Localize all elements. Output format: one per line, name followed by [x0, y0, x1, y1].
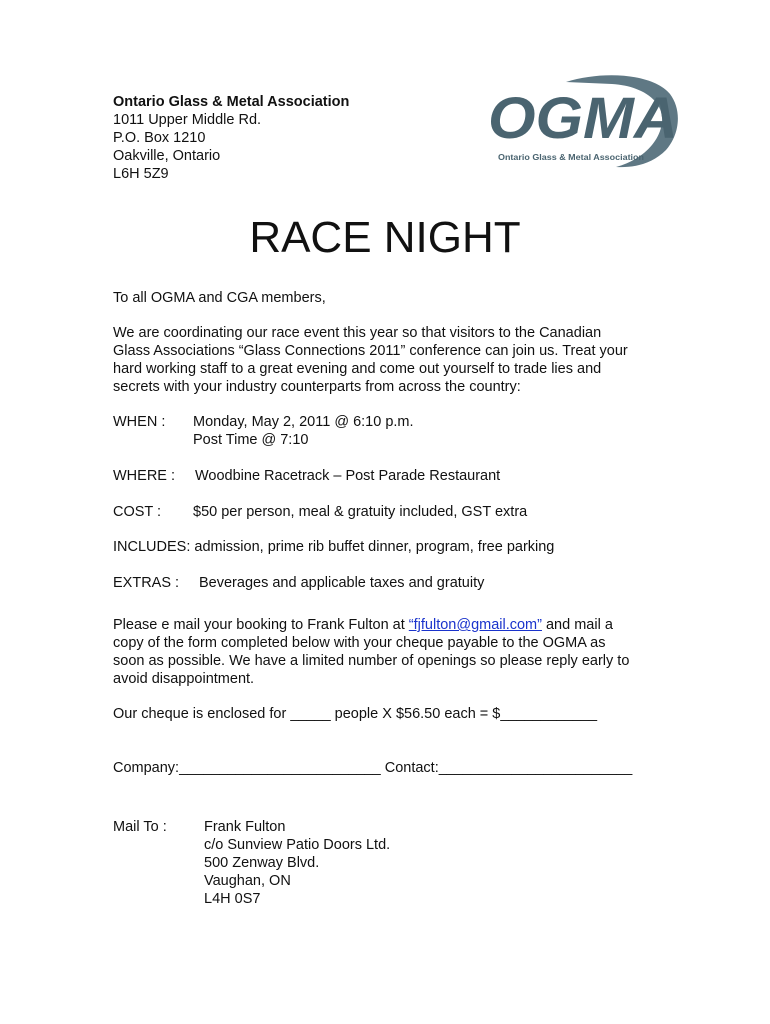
mail-to-line: 500 Zenway Blvd.: [204, 855, 320, 871]
where-label: WHERE :: [113, 468, 176, 484]
org-name: Ontario Glass & Metal Association: [113, 94, 350, 110]
address-line-street: 1011 Upper Middle Rd.: [113, 112, 262, 128]
intro-line: We are coordinating our race event this year so that visitors to the Canadian: [113, 325, 602, 341]
extras-label: EXTRAS :: [113, 575, 180, 591]
when-label: WHEN :: [113, 414, 166, 430]
intro-line: secrets with your industry counterparts from across the country:: [113, 379, 521, 395]
mail-to-line: Vaughan, ON: [204, 873, 291, 889]
extras-value: Beverages and applicable taxes and gratuity: [199, 575, 485, 591]
post-time-value: Post Time @ 7:10: [193, 432, 309, 448]
logo-tagline: Ontario Glass & Metal Association: [498, 152, 644, 162]
greeting: To all OGMA and CGA members,: [113, 290, 326, 306]
address-line-postal: L6H 5Z9: [113, 166, 169, 182]
cheque-line: Our cheque is enclosed for _____ people X $56.50 each = $____________: [113, 706, 598, 722]
ogma-logo: [484, 72, 684, 172]
booking-line-1: Please e mail your booking to Frank Fulton at “fjfulton@gmail.com” and mail a: [113, 617, 613, 633]
booking-line: copy of the form completed below with your cheque payable to the OGMA as: [113, 635, 606, 651]
intro-line: Glass Associations “Glass Connections 2011” conference can join us. Treat your: [113, 343, 628, 359]
logo-wordmark: OGMA: [488, 86, 678, 151]
where-value: Woodbine Racetrack – Post Parade Restaurant: [195, 468, 501, 484]
intro-paragraph: [113, 324, 628, 396]
when-value: Monday, May 2, 2011 @ 6:10 p.m.: [193, 414, 414, 430]
mail-to-line: L4H 0S7: [204, 891, 261, 907]
includes-line: INCLUDES: admission, prime rib buffet dinner, program, free parking: [113, 539, 555, 555]
address-line-city: Oakville, Ontario: [113, 148, 221, 164]
mail-to-line: Frank Fulton: [204, 819, 286, 835]
company-contact-line: Company:_________________________ Contact:________________________: [113, 760, 633, 776]
booking-line: soon as possible. We have a limited number of openings so please reply early to: [113, 653, 630, 669]
mail-to-address: [204, 818, 390, 908]
page-title: RACE NIGHT: [249, 213, 521, 262]
cost-label: COST :: [113, 504, 162, 520]
address-line-po-box: P.O. Box 1210: [113, 130, 206, 146]
email-link[interactable]: “fjfulton@gmail.com”: [408, 617, 542, 633]
booking-line: avoid disappointment.: [113, 671, 255, 687]
booking-paragraph: [113, 616, 629, 688]
mail-to-label: Mail To :: [113, 819, 167, 835]
mail-to-line: c/o Sunview Patio Doors Ltd.: [204, 837, 391, 853]
cost-value: $50 per person, meal & gratuity included, GST extra: [193, 504, 528, 520]
intro-line: hard working staff to a great evening and come out yourself to trade lies and: [113, 361, 602, 377]
